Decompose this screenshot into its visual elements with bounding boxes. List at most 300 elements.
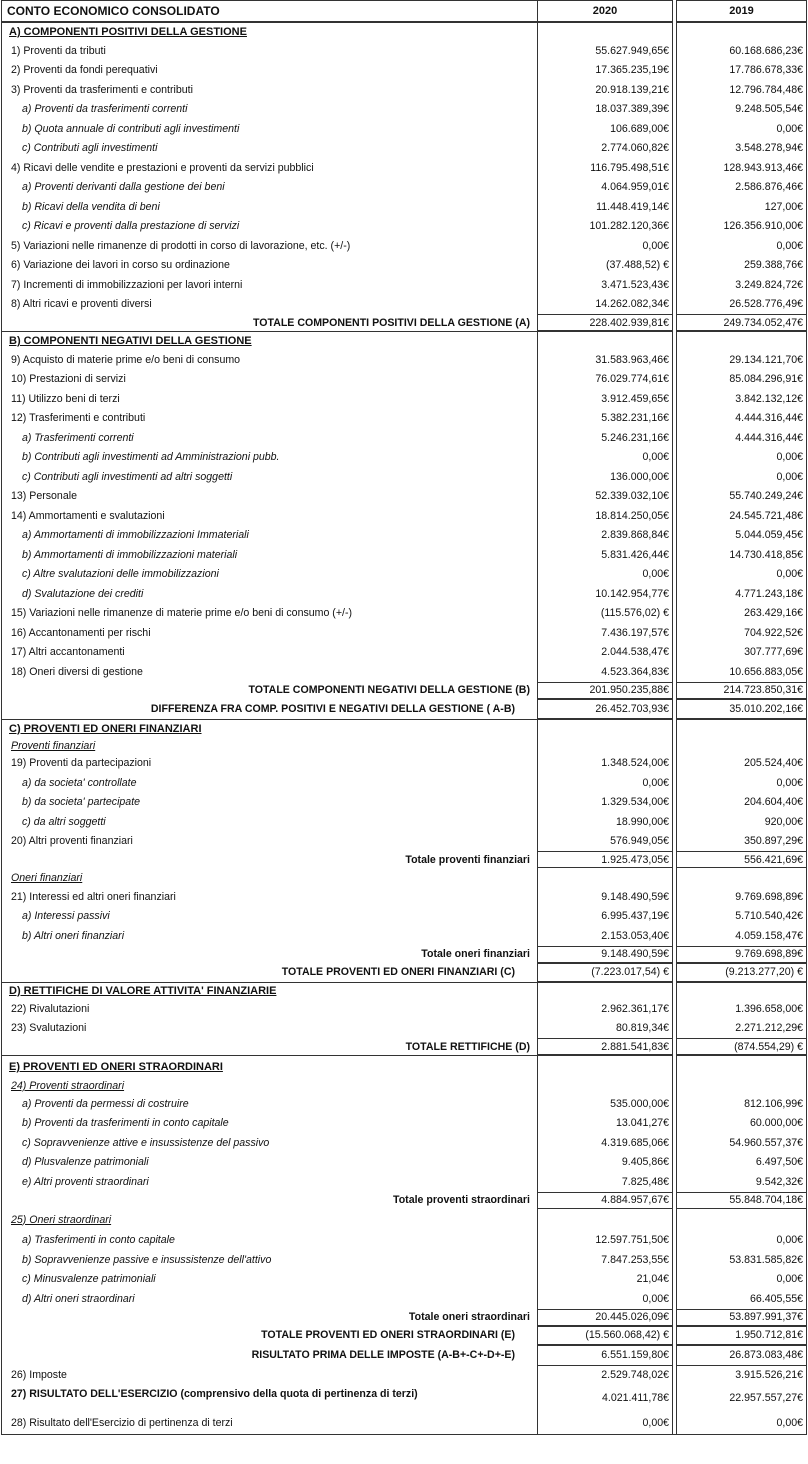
- value-2019: 3.548.278,94€: [676, 139, 807, 159]
- value-2019: [676, 331, 807, 350]
- table-row: [1, 1309, 807, 1326]
- value-2019: 350.897,29€: [676, 832, 807, 852]
- row-label: [1, 1366, 538, 1385]
- value-2019: 2.586.876,46€: [676, 178, 807, 198]
- table-row: [1, 119, 807, 139]
- value-2020: 576.949,05€: [538, 832, 673, 852]
- value-2020: 7.436.197,57€: [538, 623, 673, 643]
- value-2020: 31.583.963,46€: [538, 350, 673, 370]
- value-2019: 0,00€: [676, 467, 807, 487]
- table-row: [1, 1038, 807, 1055]
- row-label: [1, 793, 538, 813]
- row-label-text: c) Contributi agli investimenti: [22, 142, 158, 155]
- row-label: [1, 1270, 538, 1290]
- row-label: [1, 907, 538, 927]
- table-row: [1, 350, 807, 370]
- row-label: [1, 1172, 538, 1192]
- table-row: [1, 682, 807, 699]
- value-2020: 136.000,00€: [538, 467, 673, 487]
- row-label-text: TOTALE PROVENTI ED ONERI FINANZIARI (C): [281, 966, 515, 978]
- row-label-text: Totale oneri finanziari: [421, 948, 530, 960]
- row-label-text: b) Contributi agli investimenti ad Amministrazioni pubb.: [22, 451, 280, 464]
- row-label-text: 12) Trasferimenti e contributi: [11, 412, 146, 425]
- table-row: [1, 1366, 807, 1385]
- value-2020: (15.560.068,42) €: [538, 1326, 673, 1345]
- row-label-text: a) da societa' controllate: [22, 776, 137, 789]
- value-2020: 5.246.231,16€: [538, 428, 673, 448]
- value-2020: 2.881.541,83€: [538, 1038, 673, 1055]
- row-label: [1, 236, 538, 256]
- row-label: [1, 350, 538, 370]
- value-2020: 9.148.490,59€: [538, 946, 673, 963]
- table-row: [1, 409, 807, 429]
- value-2020: 535.000,00€: [538, 1094, 673, 1114]
- value-2020: 4.064.959,01€: [538, 178, 673, 198]
- table-row: [1, 1172, 807, 1192]
- value-2020: 106.689,00€: [538, 119, 673, 139]
- row-label-text: b) Ricavi della vendita di beni: [22, 200, 160, 213]
- row-label-text: 26) Imposte: [11, 1369, 67, 1381]
- row-label-text: 17) Altri accantonamenti: [11, 646, 125, 659]
- value-2020: 2.962.361,17€: [538, 999, 673, 1019]
- table-row: [1, 236, 807, 256]
- value-2020: 2.774.060,82€: [538, 139, 673, 159]
- row-label: [1, 1192, 538, 1209]
- value-2019: 128.943.913,46€: [676, 158, 807, 178]
- row-label: [1, 275, 538, 295]
- value-2019: 3.249.824,72€: [676, 275, 807, 295]
- table-row: [1, 370, 807, 390]
- row-label-text: Totale proventi finanziari: [405, 853, 530, 866]
- value-2020: [538, 22, 673, 41]
- row-label: [1, 389, 538, 409]
- table-row: [1, 1055, 807, 1078]
- value-2020: 20.918.139,21€: [538, 80, 673, 100]
- row-label: [1, 80, 538, 100]
- row-label: [1, 584, 538, 604]
- table-row: [1, 832, 807, 852]
- value-2019: 60.000,00€: [676, 1114, 807, 1134]
- value-2019: 26.528.776,49€: [676, 295, 807, 315]
- row-label-text: a) Proventi derivanti dalla gestione dei beni: [22, 181, 225, 194]
- value-2020: 14.262.082,34€: [538, 295, 673, 315]
- table-row: [1, 197, 807, 217]
- value-2019: 3.915.526,21€: [676, 1366, 807, 1385]
- row-label: [1, 139, 538, 159]
- value-2019: [676, 982, 807, 999]
- value-2019: [676, 1209, 807, 1231]
- value-2019: 127,00€: [676, 197, 807, 217]
- value-2019: (9.213.277,20) €: [676, 963, 807, 982]
- value-2020: 7.847.253,55€: [538, 1250, 673, 1270]
- table-row: [1, 389, 807, 409]
- row-label-text: 24) Proventi straordinari: [11, 1080, 125, 1092]
- table-row: [1, 1192, 807, 1209]
- row-label: [1, 623, 538, 643]
- row-label-text: d) Altri oneri straordinari: [22, 1292, 135, 1305]
- value-2020: 17.365.235,19€: [538, 61, 673, 81]
- row-label-text: C) PROVENTI ED ONERI FINANZIARI: [9, 722, 202, 735]
- row-label: [1, 963, 538, 982]
- value-2020: 6.995.437,19€: [538, 907, 673, 927]
- table-header: [1, 0, 807, 22]
- value-2020: 1.329.534,00€: [538, 793, 673, 813]
- row-label: [1, 487, 538, 507]
- row-label: [1, 1309, 538, 1326]
- value-2020: 3.912.459,65€: [538, 389, 673, 409]
- value-2020: 0,00€: [538, 773, 673, 793]
- row-label-text: TOTALE PROVENTI ED ONERI STRAORDINARI (E): [261, 1329, 515, 1341]
- row-label: [1, 467, 538, 487]
- row-label: [1, 370, 538, 390]
- value-2019: 24.545.721,48€: [676, 506, 807, 526]
- row-label: [1, 754, 538, 774]
- row-label: [1, 1209, 538, 1231]
- value-2019: 556.421,69€: [676, 851, 807, 868]
- value-2020: 0,00€: [538, 565, 673, 585]
- bottom-rule: [1, 1434, 807, 1435]
- table-row: [1, 100, 807, 120]
- value-2019: 259.388,76€: [676, 256, 807, 276]
- value-2019: 4.444.316,44€: [676, 428, 807, 448]
- table-row: [1, 1114, 807, 1134]
- row-label: [1, 662, 538, 682]
- row-label: [1, 812, 538, 832]
- table-row: [1, 80, 807, 100]
- row-label-text: b) Proventi da trasferimenti in conto capitale: [22, 1117, 229, 1130]
- value-2019: 5.710.540,42€: [676, 907, 807, 927]
- value-2019: 35.010.202,16€: [676, 699, 807, 719]
- value-2019: 307.777,69€: [676, 643, 807, 663]
- row-label: [1, 982, 538, 999]
- value-2020: 6.551.159,80€: [538, 1345, 673, 1366]
- value-2019: 126.356.910,00€: [676, 217, 807, 237]
- value-2019: (874.554,29) €: [676, 1038, 807, 1055]
- row-label-text: 8) Altri ricavi e proventi diversi: [11, 298, 152, 311]
- value-2020: 76.029.774,61€: [538, 370, 673, 390]
- value-2019: 55.740.249,24€: [676, 487, 807, 507]
- value-2020: 2.839.868,84€: [538, 526, 673, 546]
- table-row: [1, 773, 807, 793]
- value-2020: 26.452.703,93€: [538, 699, 673, 719]
- value-2020: 0,00€: [538, 1289, 673, 1309]
- row-label-text: 11) Utilizzo beni di terzi: [11, 392, 120, 405]
- row-label-text: DIFFERENZA FRA COMP. POSITIVI E NEGATIVI DELLA GESTIONE ( A-B): [150, 702, 515, 715]
- row-label-text: d) Plusvalenze patrimoniali: [22, 1156, 149, 1169]
- row-label-text: Totale oneri straordinari: [408, 1311, 530, 1323]
- value-2019: 54.960.557,37€: [676, 1133, 807, 1153]
- row-label-text: 10) Prestazioni di servizi: [11, 373, 126, 386]
- table-row: [1, 22, 807, 41]
- value-2020: [538, 719, 673, 738]
- row-label: [1, 100, 538, 120]
- value-2020: 13.041,27€: [538, 1114, 673, 1134]
- value-2019: 214.723.850,31€: [676, 682, 807, 699]
- table-title: CONTO ECONOMICO CONSOLIDATO: [1, 0, 538, 22]
- value-2019: 2.271.212,29€: [676, 1019, 807, 1039]
- row-label: [1, 1153, 538, 1173]
- row-label: [1, 1094, 538, 1114]
- row-label-text: B) COMPONENTI NEGATIVI DELLA GESTIONE: [9, 335, 252, 347]
- row-label-text: b) Ammortamenti di immobilizzazioni materiali: [22, 548, 238, 561]
- row-label-text: TOTALE COMPONENTI POSITIVI DELLA GESTIONE (A): [252, 316, 530, 329]
- table-row: [1, 565, 807, 585]
- row-label-text: b) Sopravvenienze passive e insussistenze dell'attivo: [22, 1253, 272, 1266]
- value-2019: 3.842.132,12€: [676, 389, 807, 409]
- table-row: [1, 1209, 807, 1231]
- row-label: [1, 506, 538, 526]
- row-label: [1, 1250, 538, 1270]
- value-2020: 9.148.490,59€: [538, 887, 673, 907]
- value-2020: 18.037.389,39€: [538, 100, 673, 120]
- value-2020: [538, 868, 673, 887]
- value-2019: 9.769.698,89€: [676, 887, 807, 907]
- table-row: [1, 448, 807, 468]
- value-2019: 85.084.296,91€: [676, 370, 807, 390]
- value-2020: [538, 331, 673, 350]
- row-label: [1, 119, 538, 139]
- row-label-text: c) Minusvalenze patrimoniali: [22, 1273, 156, 1286]
- value-2020: 2.153.053,40€: [538, 926, 673, 946]
- table-row: [1, 1270, 807, 1290]
- table-row: [1, 1078, 807, 1094]
- value-2020: 4.884.957,67€: [538, 1192, 673, 1209]
- value-2020: 0,00€: [538, 236, 673, 256]
- row-label-text: 19) Proventi da partecipazioni: [11, 757, 152, 770]
- table-row: [1, 526, 807, 546]
- value-2019: 60.168.686,23€: [676, 41, 807, 61]
- row-label-text: a) Trasferimenti correnti: [22, 431, 134, 444]
- value-2020: 4.523.364,83€: [538, 662, 673, 682]
- row-label: [1, 1289, 538, 1309]
- row-label: [1, 526, 538, 546]
- value-2019: 0,00€: [676, 565, 807, 585]
- row-label: [1, 409, 538, 429]
- table-row: [1, 926, 807, 946]
- row-label-text: 7) Incrementi di immobilizzazioni per lavori interni: [11, 278, 243, 291]
- row-label-text: 28) Risultato dell'Esercizio di pertinenza di terzi: [11, 1416, 233, 1429]
- table-row: [1, 1412, 807, 1434]
- row-label: [1, 178, 538, 198]
- row-label: [1, 851, 538, 868]
- value-2020: 10.142.954,77€: [538, 584, 673, 604]
- row-label-text: Oneri finanziari: [11, 871, 83, 884]
- table-row: [1, 623, 807, 643]
- row-label: [1, 1133, 538, 1153]
- table-row: [1, 61, 807, 81]
- value-2019: 0,00€: [676, 773, 807, 793]
- table-row: [1, 1231, 807, 1251]
- row-label: [1, 256, 538, 276]
- table-row: [1, 158, 807, 178]
- table-row: [1, 812, 807, 832]
- table-row: [1, 295, 807, 315]
- table-row: [1, 1153, 807, 1173]
- row-label-text: 25) Oneri straordinari: [11, 1213, 112, 1226]
- value-2019: 263.429,16€: [676, 604, 807, 624]
- row-label-text: 1) Proventi da tributi: [11, 44, 106, 57]
- value-2020: 1.925.473,05€: [538, 851, 673, 868]
- row-label-text: A) COMPONENTI POSITIVI DELLA GESTIONE: [9, 26, 247, 38]
- value-2019: 22.957.557,27€: [676, 1385, 807, 1412]
- value-2020: 101.282.120,36€: [538, 217, 673, 237]
- value-2019: [676, 22, 807, 41]
- table-row: [1, 178, 807, 198]
- value-2020: 52.339.032,10€: [538, 487, 673, 507]
- row-label: [1, 22, 538, 41]
- value-2020: (115.576,02) €: [538, 604, 673, 624]
- value-2019: 5.044.059,45€: [676, 526, 807, 546]
- table-row: [1, 868, 807, 887]
- value-2019: 1.950.712,81€: [676, 1326, 807, 1345]
- table-row: [1, 1250, 807, 1270]
- row-label-text: a) Proventi da trasferimenti correnti: [22, 103, 188, 116]
- value-2019: 66.405,55€: [676, 1289, 807, 1309]
- value-2020: (37.488,52) €: [538, 256, 673, 276]
- row-label: [1, 946, 538, 963]
- value-2019: 6.497,50€: [676, 1153, 807, 1173]
- table-row: [1, 643, 807, 663]
- table-row: [1, 946, 807, 963]
- row-label: [1, 217, 538, 237]
- table-row: [1, 699, 807, 719]
- row-label: [1, 1385, 538, 1412]
- value-2019: 53.897.991,37€: [676, 1309, 807, 1326]
- row-label-text: 15) Variazioni nelle rimanenze di materie prime e/o beni di consumo (+/-): [11, 607, 353, 620]
- table-row: [1, 662, 807, 682]
- value-2019: 0,00€: [676, 119, 807, 139]
- value-2019: 26.873.083,48€: [676, 1345, 807, 1366]
- table-row: [1, 1326, 807, 1345]
- row-label: [1, 832, 538, 852]
- row-label-text: a) Interessi passivi: [22, 910, 110, 923]
- row-label: [1, 158, 538, 178]
- table-row: [1, 982, 807, 999]
- row-label: [1, 197, 538, 217]
- value-2019: 1.396.658,00€: [676, 999, 807, 1019]
- row-label-text: b) Quota annuale di contributi agli investimenti: [22, 122, 240, 135]
- table-row: [1, 1133, 807, 1153]
- row-label: [1, 999, 538, 1019]
- row-label: [1, 604, 538, 624]
- row-label-text: e) Altri proventi straordinari: [22, 1175, 149, 1188]
- row-label: [1, 1038, 538, 1055]
- row-label: [1, 545, 538, 565]
- value-2020: 18.990,00€: [538, 812, 673, 832]
- row-label: [1, 1019, 538, 1039]
- table-row: [1, 1345, 807, 1366]
- table-row: [1, 428, 807, 448]
- row-label: [1, 887, 538, 907]
- table-row: [1, 487, 807, 507]
- value-2019: 9.248.505,54€: [676, 100, 807, 120]
- row-label-text: 22) Rivalutazioni: [11, 1002, 90, 1015]
- row-label-text: 18) Oneri diversi di gestione: [11, 665, 143, 678]
- row-label: [1, 1326, 538, 1345]
- value-2019: [676, 1078, 807, 1094]
- value-2019: 704.922,52€: [676, 623, 807, 643]
- value-2019: 204.604,40€: [676, 793, 807, 813]
- row-label: [1, 738, 538, 754]
- row-label-text: c) da altri soggetti: [22, 815, 106, 828]
- row-label: [1, 41, 538, 61]
- row-label-text: Totale proventi straordinari: [393, 1194, 530, 1206]
- value-2020: [538, 982, 673, 999]
- row-label-text: 16) Accantonamenti per rischi: [11, 626, 151, 639]
- table-row: [1, 999, 807, 1019]
- value-2020: 9.405,86€: [538, 1153, 673, 1173]
- row-label-text: 3) Proventi da trasferimenti e contributi: [11, 83, 193, 96]
- value-2020: [538, 1055, 673, 1078]
- row-label-text: RISULTATO PRIMA DELLE IMPOSTE (A-B+-C+-D+-E): [251, 1349, 515, 1361]
- value-2019: 812.106,99€: [676, 1094, 807, 1114]
- value-2020: 5.382.231,16€: [538, 409, 673, 429]
- row-label-text: 21) Interessi ed altri oneri finanziari: [11, 890, 176, 903]
- value-2020: 1.348.524,00€: [538, 754, 673, 774]
- value-2020: 116.795.498,51€: [538, 158, 673, 178]
- value-2020: 2.044.538,47€: [538, 643, 673, 663]
- value-2020: 201.950.235,88€: [538, 682, 673, 699]
- value-2020: 4.021.411,78€: [538, 1385, 673, 1412]
- value-2019: 0,00€: [676, 1412, 807, 1434]
- row-label: [1, 448, 538, 468]
- row-label-text: c) Sopravvenienze attive e insussistenze del passivo: [22, 1136, 270, 1149]
- value-2020: 7.825,48€: [538, 1172, 673, 1192]
- value-2019: [676, 868, 807, 887]
- value-2019: 0,00€: [676, 1270, 807, 1290]
- value-2019: 14.730.418,85€: [676, 545, 807, 565]
- table-row: [1, 604, 807, 624]
- row-label: [1, 1055, 538, 1078]
- row-label: [1, 1412, 538, 1434]
- value-2019: 55.848.704,18€: [676, 1192, 807, 1209]
- row-label: [1, 1114, 538, 1134]
- income-statement-table: [1, 0, 807, 1434]
- table-row: [1, 907, 807, 927]
- row-label: [1, 1231, 538, 1251]
- table-row: [1, 217, 807, 237]
- row-label: [1, 699, 538, 719]
- value-2019: 920,00€: [676, 812, 807, 832]
- value-2020: 21,04€: [538, 1270, 673, 1290]
- value-2020: 12.597.751,50€: [538, 1231, 673, 1251]
- row-label-text: 27) RISULTATO DELL'ESERCIZIO (comprensivo della quota di pertinenza di terzi): [11, 1387, 418, 1400]
- row-label-text: c) Ricavi e proventi dalla prestazione di servizi: [22, 220, 240, 233]
- value-2020: [538, 1209, 673, 1231]
- table-row: [1, 793, 807, 813]
- table-row: [1, 467, 807, 487]
- table-row: [1, 738, 807, 754]
- value-2019: 0,00€: [676, 236, 807, 256]
- value-2019: [676, 738, 807, 754]
- row-label-text: 13) Personale: [11, 490, 77, 503]
- row-label: [1, 1078, 538, 1094]
- row-label-text: b) Altri oneri finanziari: [22, 929, 125, 942]
- row-label-text: 9) Acquisto di materie prime e/o beni di consumo: [11, 353, 241, 366]
- value-2020: [538, 738, 673, 754]
- row-label-text: a) Trasferimenti in conto capitale: [22, 1234, 175, 1247]
- table-row: [1, 545, 807, 565]
- table-row: [1, 754, 807, 774]
- table-row: [1, 963, 807, 982]
- row-label: [1, 314, 538, 331]
- row-label: [1, 682, 538, 699]
- row-label-text: E) PROVENTI ED ONERI STRAORDINARI: [9, 1061, 223, 1073]
- table-row: [1, 41, 807, 61]
- value-2019: [676, 1055, 807, 1078]
- row-label-text: b) da societa' partecipate: [22, 796, 141, 809]
- value-2019: 10.656.883,05€: [676, 662, 807, 682]
